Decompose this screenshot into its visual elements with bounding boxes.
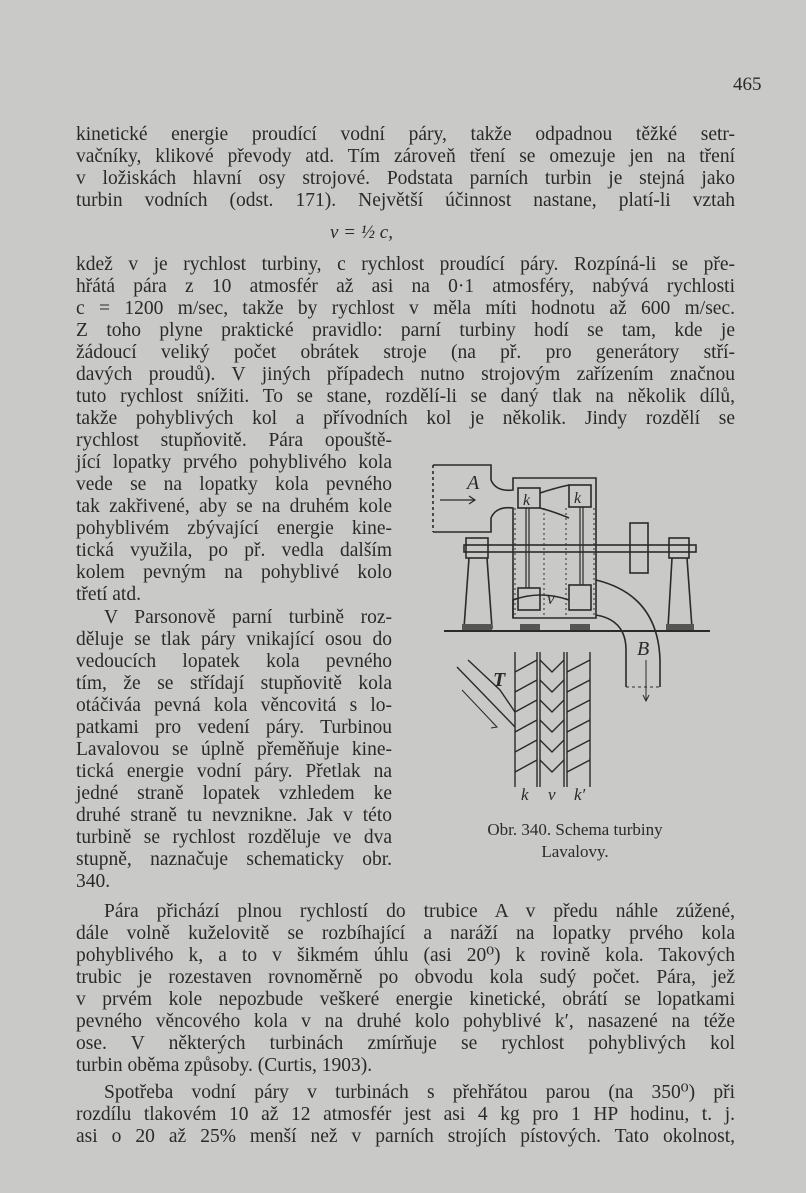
label-k2: k: [574, 490, 582, 507]
label-bottom-k-prime: k′: [574, 785, 586, 804]
text-line: druhé straně tu nevznikne. Jak v této: [76, 805, 392, 826]
label-b: B: [637, 638, 650, 660]
text-line: kolem pevným na pohyblivé kolo: [76, 562, 392, 583]
text-line: tuto rychlost snížiti. To se stane, rozdělí-li se daný tlak na několik dílů,: [76, 386, 735, 407]
label-v: v: [547, 589, 555, 608]
figure-caption: Obr. 340. Schema turbiny: [487, 820, 663, 839]
text-line: vedoucích lopatek kola pevného: [76, 651, 392, 672]
text-line: takže pohyblivých kol a přívodních kol je několik. Jindy rozdělí se: [76, 408, 735, 429]
text-line: turbin oběma způsoby. (Curtis, 1903).: [76, 1055, 373, 1076]
flywheel: [630, 523, 648, 573]
text-line: rychlost stupňovitě. Pára opouště-: [76, 430, 392, 451]
text-line: tak zakřivené, aby se na druhém kole: [76, 496, 392, 517]
text-line: ose. V některých turbinách zmírňuje se rychlost pohyblivých kol: [76, 1033, 735, 1054]
text-line: stupně, naznačuje schematicky obr.: [76, 849, 392, 870]
text-line: třetí atd.: [76, 584, 141, 605]
text-line: V Parsonově parní turbině roz-: [104, 607, 392, 628]
nozzle-a: [433, 465, 596, 618]
text-line: v prvém kole nepozbude veškeré energie kinetické, obrátí se lopatkami: [76, 989, 735, 1010]
text-line: c = 1200 m/sec, takže by rychlost v měla míti hodnotu až 600 m/sec.: [76, 298, 735, 319]
text-line: kdež v je rychlost turbiny, c rychlost proudící páry. Rozpíná-li se pře-: [76, 254, 735, 275]
label-a: A: [467, 472, 480, 494]
blade-detail: [457, 652, 590, 787]
text-line: jedné straně lopatek vzhledem ke: [76, 783, 392, 804]
text-line: Z toho plyne praktické pravidlo: parní turbiny hodí se tam, kde je: [76, 320, 735, 341]
text-line: pohyblivého k, a to v šikmém úhlu (asi 20⁰) k rovině kola. Takových: [76, 945, 735, 966]
text-line: 340.: [76, 871, 111, 892]
text-line: patkami pro vedení páry. Turbinou: [76, 717, 392, 738]
text-line: jící lopatky prvého pohyblivého kola: [76, 452, 392, 473]
text-line: trubic je rozestaven rovnoměrně po obvodu kola sudý počet. Pára, jež: [76, 967, 735, 988]
label-t: T: [493, 669, 506, 691]
figure-caption-line2: Lavalovy.: [541, 842, 609, 861]
formula: v = ½ c,: [330, 222, 393, 243]
text-line: turbin vodních (odst. 171). Největší účinnost nastane, platí-li vztah: [76, 190, 735, 211]
page-number: 465: [733, 74, 762, 95]
text-line: otáčiváa pevná kola věncovitá s lo-: [76, 695, 392, 716]
text-line: v ložiskách hlavní osy strojové. Podstata parních turbin je stejná jako: [76, 168, 735, 189]
text-line: dále volně kuželovitě se rozbíhající a naráží na lopatky prvého kola: [76, 923, 735, 944]
label-bottom-k: k: [521, 785, 529, 804]
text-line: hřátá pára z 10 atmosfér až asi na 0·1 atmosféry, nabývá rychlosti: [76, 276, 735, 297]
text-line: Lavalovou se úplně přeměňuje kine-: [76, 739, 392, 760]
text-line: rozdílu tlakovém 10 až 12 atmosfér jest asi 4 kg pro 1 HP hodinu, t. j.: [76, 1104, 735, 1125]
text-line: pevného věncového kola v na druhé kolo pohyblivé k′, nasazené na téže: [76, 1011, 735, 1032]
text-line: děluje se tlak páry vnikající osou do: [76, 629, 392, 650]
text-line: davých proudů). V jiných případech nutno strojovým zařízením značnou: [76, 364, 735, 385]
text-line: tím, že se střídají stupňovitě kola: [76, 673, 392, 694]
text-line: Spotřeba vodní páry v turbinách s přehřátou parou (na 350⁰) při: [104, 1082, 735, 1103]
label-bottom-v: v: [548, 785, 556, 804]
text-line: žádoucí veliký počet obrátek stroje (na př. pro generátory stří-: [76, 342, 735, 363]
text-line: vačníky, klikové převody atd. Tím zároveň tření se omezuje jen na tření: [76, 146, 735, 167]
label-k1: k: [523, 492, 531, 509]
text-line: asi o 20 až 25% menší než v parních strojích pístových. Tato okolnost,: [76, 1126, 735, 1147]
text-line: tická energie vodní páry. Přetlak na: [76, 761, 392, 782]
text-line: vede se na lopatky kola pevného: [76, 474, 392, 495]
text-line: tická využila, po př. vedla dalším: [76, 540, 392, 561]
text-line: kinetické energie proudící vodní páry, takže odpadnou těžké setr-: [76, 124, 735, 145]
text-line: turbině se rychlost rozděluje ve dva: [76, 827, 392, 848]
text-line: Pára přichází plnou rychlostí do trubice A v předu náhle zúžené,: [104, 901, 735, 922]
text-line: pohyblivém zbývající energie kine-: [76, 518, 392, 539]
